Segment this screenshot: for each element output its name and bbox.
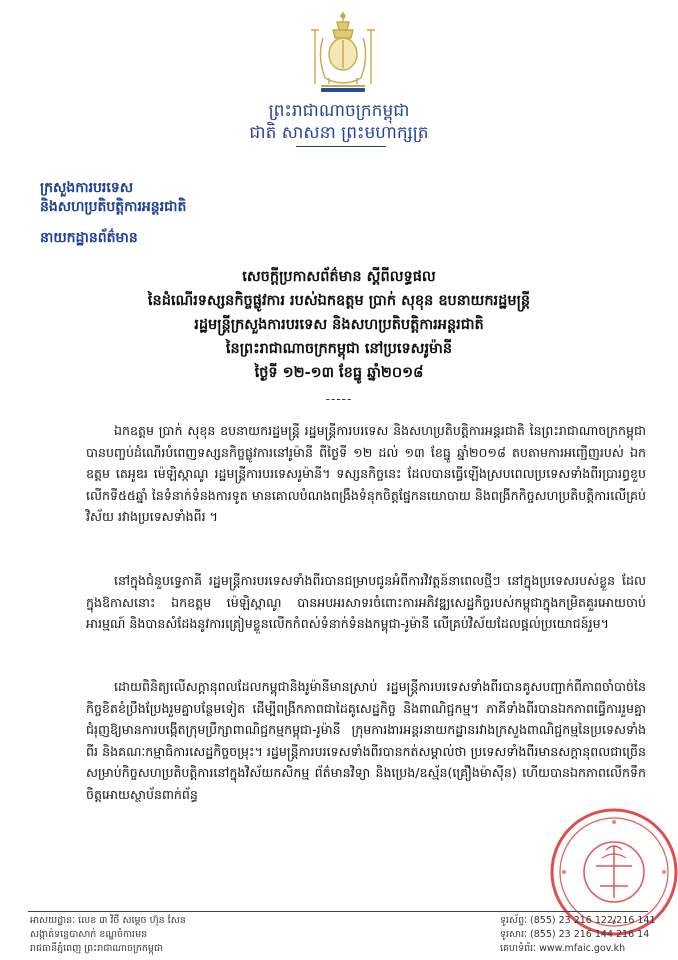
address-line-1: អាសយដ្ឋានៈ លេខ ៣ វិថី សម្តេច ហ៊ុន សែន (30, 915, 186, 926)
footer-divider (28, 911, 648, 912)
royal-emblem-logo (303, 8, 383, 94)
ministry-name-line1: ក្រសួងការបរទេស (40, 180, 134, 196)
national-motto: ជាតិ សាសនា ព្រះមហាក្សត្រ (249, 123, 429, 143)
ministry-name-line2: និងសហប្រតិបត្តិការអន្តរជាតិ (40, 199, 187, 215)
phone-line: ទូរស័ព្ទៈ (855) 23 216 122/216 141 (500, 915, 656, 926)
department-name: នាយកដ្ឋានព័ត៌មាន (40, 230, 138, 246)
document-title-line1: សេចក្តីប្រកាសព័ត៌មាន ស្តីពីលទ្ធផល (242, 269, 436, 285)
document-date: ថ្ងៃទី ១២-១៣ ខែធ្នូ ឆ្នាំ២០១៨ (254, 365, 424, 381)
address-line-3: រាជធានីភ្នំពេញ ព្រះរាជាណាចក្រកម្ពុជា (30, 943, 163, 954)
fax-line: ទូរសារៈ (855) 23 216 144 216 14 (500, 929, 650, 940)
document-title-line4: នៃព្រះរាជាណាចក្រកម្ពុជា នៅប្រទេសរូម៉ានី (225, 341, 453, 357)
address-line-2: សង្កាត់ទន្លេបាសាក់ ខណ្ឌចំការមន (30, 929, 148, 940)
title-separator: ----- (325, 392, 353, 406)
document-title-line2: នៃដំណើរទស្សនកិច្ចផ្លូវការ របស់ឯកឧត្តម ប្រាក់ សុខុន ឧបនាយករដ្ឋមន្ត្រី (147, 293, 531, 309)
website-line: គេហទំព័រៈ www.mfaic.gov.kh (500, 943, 626, 954)
body-paragraph-2: នៅក្នុងជំនួបទ្វេភាគី រដ្ឋមន្ត្រីការបរទេសទាំងពីរបានជម្រាបជូនអំពីការវិវត្តន៍នាពេលថ្មីៗ នៅក្នុងប្រទេសរបស់ខ្លួន ដែលក្នុងឱកាសនោះ ឯកឧត្តម ម៉េឡិស្កាណូ បានអបអរសាទរចំពោះការអភិវឌ្ឍសេដ្ឋកិច្ចរបស់កម្ពុជាក្នុងកម្រិតគួរអោយចាប់អារម្មណ៍ និងបានសំដែងនូវការត្រៀមខ្លួនលើកកំពស់ទំនាក់ទំនងកម្ពុជា-រូម៉ានី លើគ្រប់វិស័យដែលផ្តល់ប្រយោជន៍រួម។ (86, 573, 646, 631)
footer-address (30, 914, 330, 956)
body-paragraph-3: ដោយពិនិត្យលើសក្តានុពលដែលកម្ពុជានិងរូម៉ានីមានស្រាប់ រដ្ឋមន្ត្រីការបរទេសទាំងពីរបានគូសបញ្ជាក់ពីភាពចាំបាច់នៃកិច្ចខិតខំប្រឹងប្រែងរួមគ្នាបន្ថែមទៀត ដើម្បីពង្រីកភាពជាដៃគូសេដ្ឋកិច្ច និងពាណិជ្ជកម្ម។ ភាគីទាំងពីរបានឯកភាពធ្វើការរួមគ្នាជំរុញឱ្យមានការបង្កើតក្រុមប្រឹក្សាពាណិជ្ជកម្មកម្ពុជា-រូម៉ានី ក្រុមការងារអន្តរនាយកដ្ឋានរវាងក្រសួងពាណិជ្ជកម្មនៃប្រទេសទាំងពីរ និងគណៈកម្មាធិការសេដ្ឋកិច្ចចម្រុះ។ រដ្ឋមន្ត្រីការបរទេសទាំងពីរបានកត់សម្គាល់ថា ប្រទេសទាំងពីរមានសក្តានុពលជាច្រើន សម្រាប់កិច្ចសហប្រតិបត្តិការនៅក្នុងវិស័យកសិកម្ម ព័ត៌មានវិទ្យា និងប្រេង/ឧស្ម័ន(គ្រឿងម៉ាស៊ីន) ហើយបានឯកភាពលើកទឹកចិត្តអោយស្ថាប័នពាក់ព័ន្ធ (86, 679, 646, 802)
footer-contact (500, 914, 660, 956)
kingdom-name: ព្រះរាជាណាចក្រកម្ពុជា (268, 101, 410, 121)
motto-divider (296, 146, 386, 147)
body-paragraph-1: ឯកឧត្តម ប្រាក់ សុខុន ឧបនាយករដ្ឋមន្ត្រី រដ្ឋមន្ត្រីការបរទេស និងសហប្រតិបត្តិការអន្តរជាតិ នៃព្រះរាជាណាចក្រកម្ពុជា បានបញ្ចប់ដំណើរបំពេញទស្សនកិច្ចផ្លូវការនៅរូម៉ានី ពីថ្ងៃទី ១២ ដល់ ១៣ ខែធ្នូ ឆ្នាំ២០១៨ តបតាមការអញ្ជើញរបស់ ឯកឧត្តម តេអូឌរ ម៉េឡិស្កាណូ រដ្ឋមន្ត្រីការបរទេសរូម៉ានី។ ទស្សនកិច្ចនេះ ដែលបានធ្វើឡើងស្របពេលប្រទេសទាំងពីរប្រារព្ធខួបលើកទី៥៥ឆ្នាំ នៃទំនាក់ទំនងការទូត មានគោលបំណងពង្រឹងទំនុកចិត្តផ្នែកនយោបាយ និងពង្រីកកិច្ចសហប្រតិបត្តិការលើគ្រប់វិស័យ រវាងប្រទេសទាំងពីរ ។ (86, 423, 646, 524)
document-title-line3: រដ្ឋមន្ត្រីក្រសួងការបរទេស និងសហប្រតិបត្តិការអន្តរជាតិ (194, 317, 484, 333)
